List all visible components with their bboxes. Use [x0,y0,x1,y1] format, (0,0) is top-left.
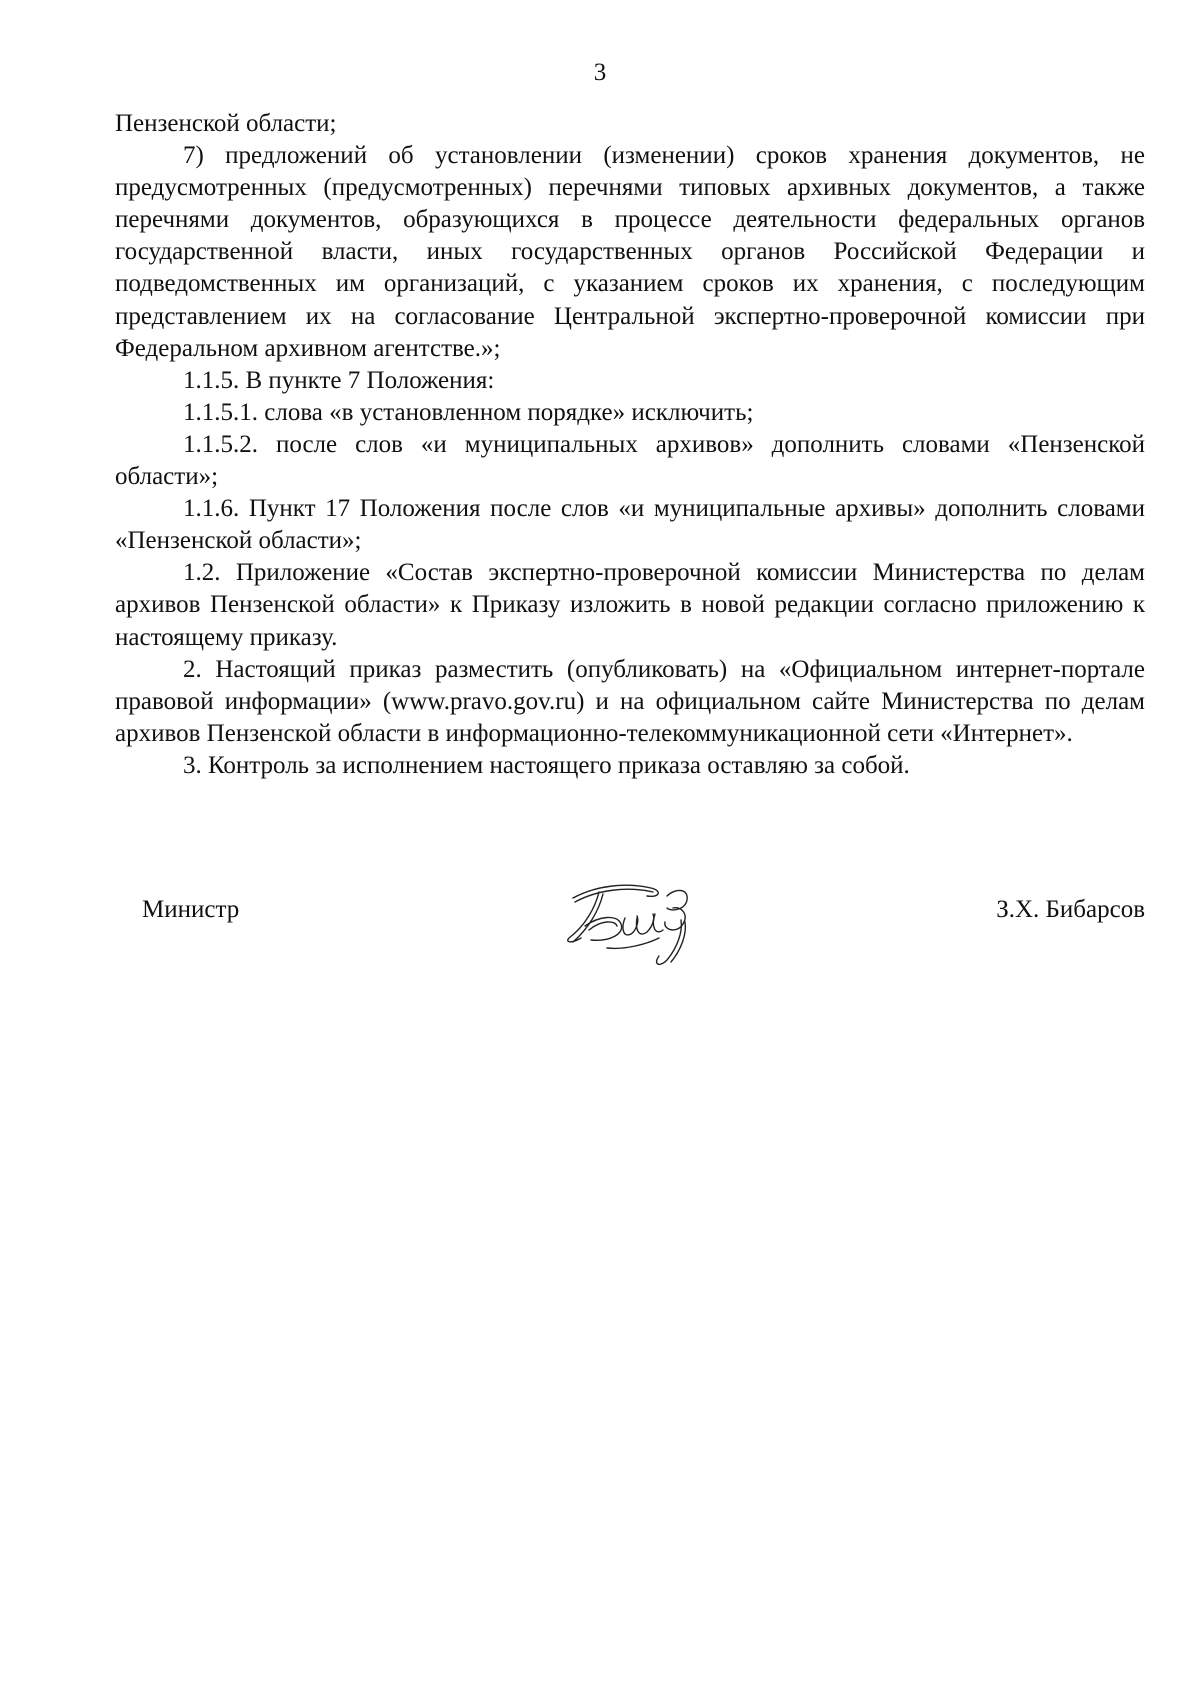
document-body [115,108,1145,782]
signatory-name: З.Х. Бибарсов [996,896,1145,923]
page-number: 3 [593,59,607,86]
paragraph-1-1-6: 1.1.6. Пункт 17 Положения после слов «и муниципальные архивы» дополнить словами «Пензенской области»; [115,495,1145,555]
paragraph-3: 3. Контроль за исполнением настоящего приказа оставляю за собой. [183,751,910,779]
paragraph-continuation: Пензенской области; [115,110,337,137]
signature-block [115,868,1145,978]
paragraph-1-1-5-1: 1.1.5.1. слова «в установленном порядке» исключить; [183,398,754,426]
paragraph-1-1-5-2: 1.1.5.2. после слов «и муниципальных архивов» дополнить словами «Пензенской области»; [115,430,1145,491]
paragraph-item-7: 7) предложений об установлении (изменении) сроков хранения документов, не предусмотренных (предусмотренных) перечнями типовых архивных документов, а также перечнями документов, образующихся в процессе деятельности федеральных органов государственной власти, иных государственных органов Российской Федерации и подведомственных им организаций, с указанием сроков их хранения, с последующим представлением их на согласование Центральной экспертно-проверочной комиссии при Федеральном архивном агентстве.»; [115,142,1145,362]
paragraph-1-1-5: 1.1.5. В пункте 7 Положения: [183,366,495,394]
paragraph-1-2: 1.2. Приложение «Состав экспертно-проверочной комиссии Министерства по делам архивов Пензенской области» к Приказу изложить в новой редакции согласно приложению к настоящему приказу. [115,559,1145,651]
paragraph-2: 2. Настоящий приказ разместить (опубликовать) на «Официальном интернет-портале правовой информации» (www.pravo.gov.ru) и на официальном сайте Министерства по делам архивов Пензенской области в информационно-телекоммуникационной сети «Интернет». [115,655,1145,747]
handwritten-signature [555,868,725,978]
signatory-position: Министр [142,896,240,923]
